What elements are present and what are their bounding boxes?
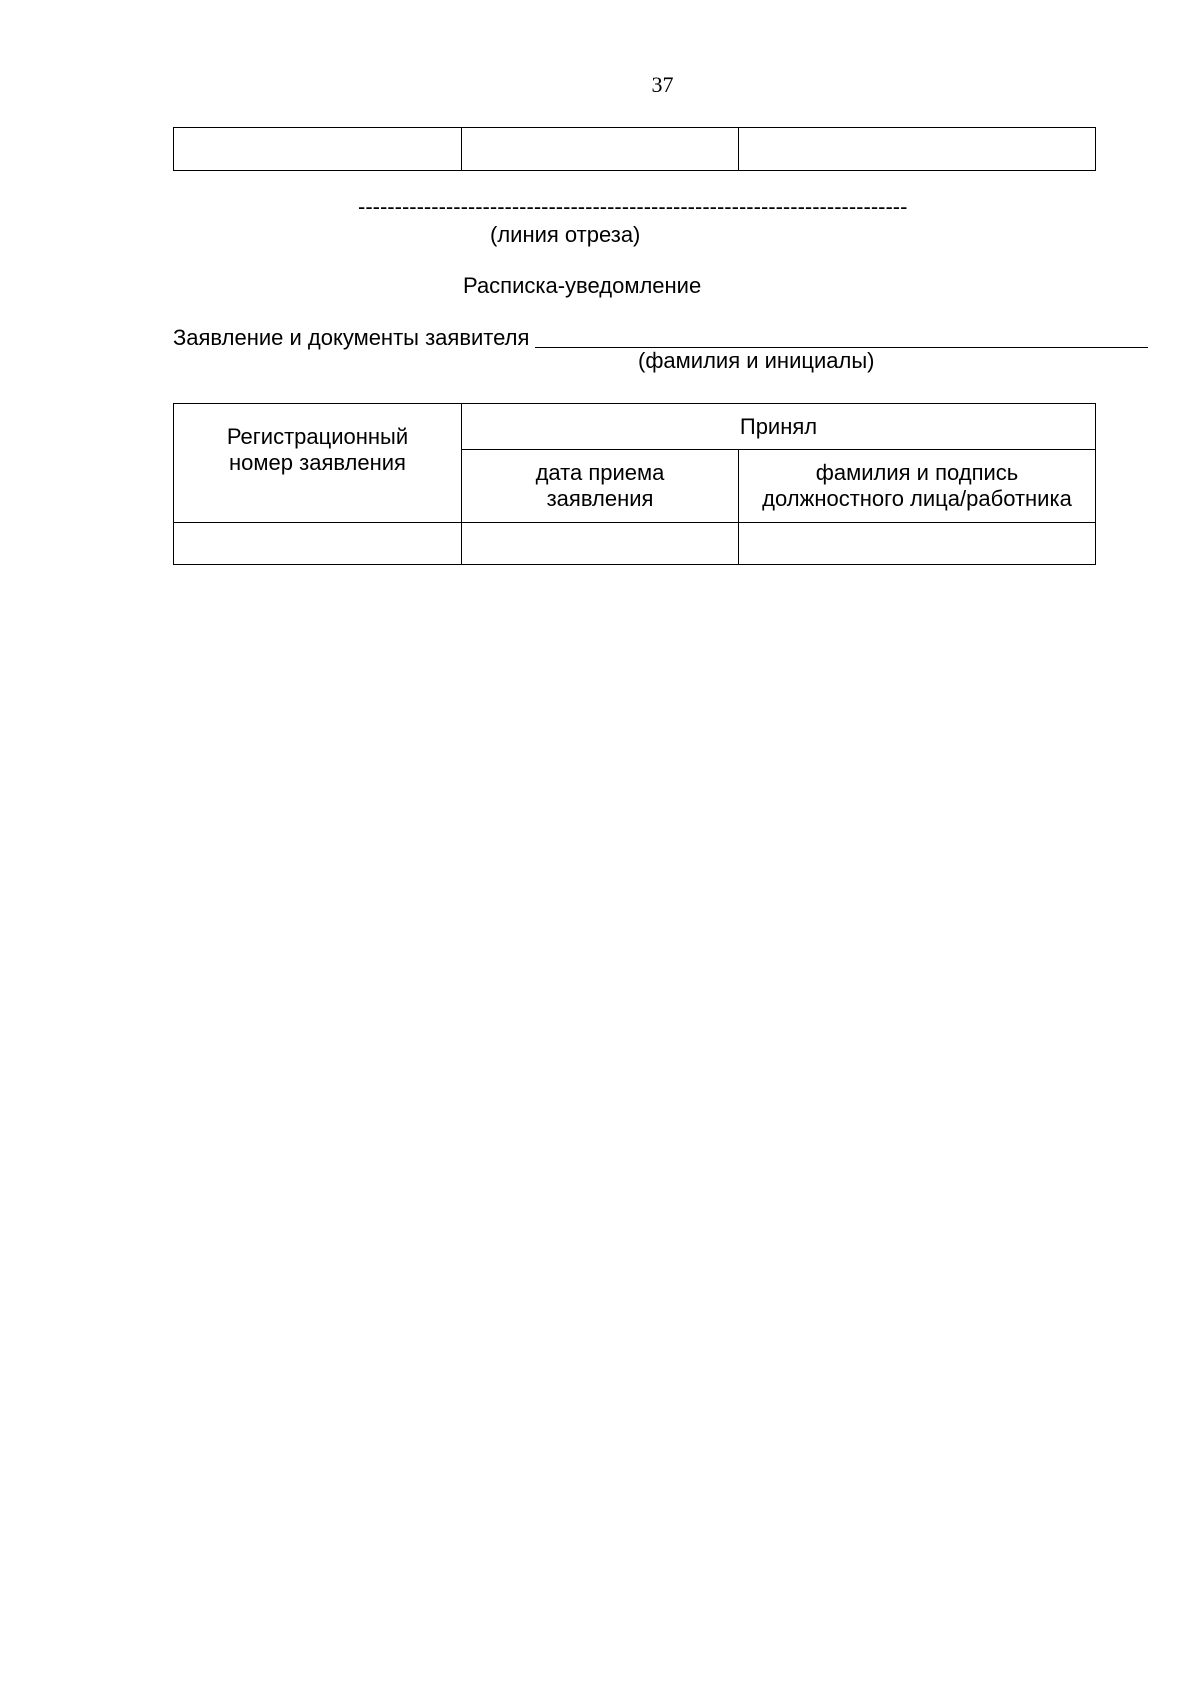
header-line: должностного лица/работника bbox=[762, 486, 1072, 511]
receipt-table bbox=[173, 403, 1096, 565]
header-line: Регистрационный bbox=[226, 424, 409, 449]
cut-line: --------------------------------------------------------------------------- bbox=[358, 196, 908, 218]
applicant-line bbox=[173, 321, 1148, 351]
date-header bbox=[462, 450, 739, 523]
table-cell[interactable] bbox=[739, 128, 1096, 171]
accepted-header: Принял bbox=[462, 404, 1096, 450]
document-title: Расписка-уведомление bbox=[463, 273, 702, 298]
page-number: 37 bbox=[651, 72, 674, 97]
header-line: заявления bbox=[546, 486, 654, 511]
applicant-name-field[interactable] bbox=[535, 321, 1148, 348]
cut-line-caption: (линия отреза) bbox=[490, 222, 641, 247]
table-cell[interactable] bbox=[462, 128, 739, 171]
signature-cell[interactable] bbox=[739, 523, 1096, 565]
applicant-name-caption: (фамилия и инициалы) bbox=[638, 348, 875, 373]
header-line: номер заявления bbox=[229, 450, 406, 475]
reg-number-header bbox=[174, 404, 462, 523]
table-row bbox=[174, 128, 1096, 171]
header-line: дата приема bbox=[535, 460, 665, 485]
applicant-label: Заявление и документы заявителя bbox=[173, 325, 530, 350]
table-header-row bbox=[174, 404, 1096, 450]
table-cell[interactable] bbox=[174, 128, 462, 171]
table-row bbox=[174, 523, 1096, 565]
signature-header bbox=[739, 450, 1096, 523]
date-cell[interactable] bbox=[462, 523, 739, 565]
reg-number-cell[interactable] bbox=[174, 523, 462, 565]
header-line: фамилия и подпись bbox=[815, 460, 1019, 485]
top-empty-table bbox=[173, 127, 1096, 171]
